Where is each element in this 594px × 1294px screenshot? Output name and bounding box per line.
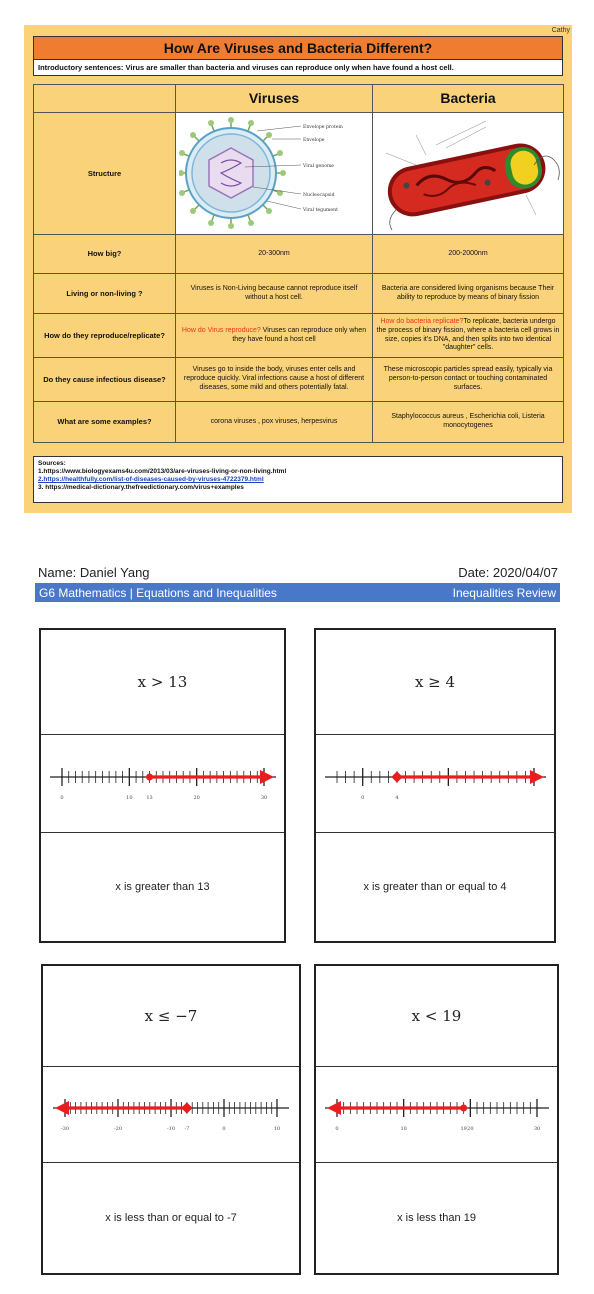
table-row [34, 358, 564, 402]
worksheet-date: Date: 2020/04/07 [458, 565, 558, 580]
source-link[interactable]: 3. https://medical-dictionary.thefreedictionary.com/virus+examples [38, 484, 244, 492]
row-label: What are some examples? [34, 402, 176, 443]
arrow-head [55, 1101, 69, 1115]
table-row [34, 402, 564, 443]
diagram-label: Viral tegument [303, 207, 338, 213]
course-header-bar [35, 583, 560, 602]
diagram-label: Envelope [303, 137, 325, 143]
tick-label: -30 [60, 1126, 70, 1132]
tick-label: 10 [399, 1126, 407, 1132]
row-label: How big? [34, 235, 176, 274]
bacteria-structure-cell [373, 113, 564, 235]
bacteria-cell: 200-2000nm [373, 235, 564, 274]
bacteria-question: How do bacteria replicate? [380, 318, 464, 325]
table-row [34, 274, 564, 314]
inequality-expression: x < 19 [411, 1007, 462, 1025]
virus-cell [176, 314, 373, 358]
tick-label: 10 [273, 1126, 281, 1132]
row-label: Living or non-living ? [34, 274, 176, 314]
virus-answer: Viruses can reproduce only when they have found a host cell [232, 326, 367, 343]
table-header-row [34, 85, 564, 113]
header-empty-cell [34, 85, 176, 113]
inequality-card [314, 628, 556, 943]
row-label: How do they reproduce/replicate? [34, 314, 176, 358]
tick-label: 10 [125, 795, 133, 801]
bacteria-cell: Staphylococcus aureus , Escherichia coli, Listeria monocytogenes [373, 402, 564, 443]
comparison-table [33, 84, 564, 443]
arrow-head [327, 1101, 341, 1115]
arrow-head [260, 770, 274, 784]
virus-cell: Viruses go to inside the body, viruses enter cells and reproduce quickly. Viral infections cause a host of different diseases, some mild and others potentially fatal. [176, 358, 373, 402]
number-line [48, 753, 278, 813]
inequality-description: x is less than or equal to -7 [105, 1211, 237, 1224]
intro-sentence: Introductory sentences: Virus are smaller than bacteria and viruses can reproduce only when have found a host cell. [33, 60, 563, 76]
tick-label: 0 [59, 795, 64, 801]
row-label: Do they cause infectious disease? [34, 358, 176, 402]
row-label: Structure [34, 113, 176, 235]
virus-bacteria-worksheet [24, 25, 572, 513]
source-link[interactable]: 2.https://healthfully.com/list-of-diseases-caused-by-viruses-4722379.html [38, 476, 264, 484]
author-name: Cathy [551, 27, 570, 34]
bacteria-cell: These microscopic particles spread easily, typically via person-to-person contact or touching contaminated surfaces. [373, 358, 564, 402]
bacteria-diagram-image [376, 115, 560, 233]
bacteria-cell: Bacteria are considered living organisms because Their ability to reproduce by means of binary fission [373, 274, 564, 314]
virus-diagram-image [179, 115, 369, 233]
source-link[interactable]: 1.https://www.biologyexams4u.com/2013/03/are-viruses-living-or-non-living.html [38, 468, 287, 476]
tick-label: 20 [466, 1126, 474, 1132]
inequality-description: x is less than 19 [397, 1211, 476, 1224]
tick-label: 4 [394, 795, 399, 801]
number-line [323, 753, 548, 813]
tick-label: 0 [222, 1126, 226, 1132]
endpoint-marker [460, 1105, 467, 1112]
sources-box [33, 456, 563, 503]
virus-cell: corona viruses , pox viruses, herpesvirus [176, 402, 373, 443]
inequalities-worksheet [0, 560, 594, 1280]
course-title: G6 Mathematics | Equations and Inequalities [39, 585, 277, 600]
sources-title: Sources: [38, 460, 66, 467]
arrow-head [530, 770, 544, 784]
tick-label: 0 [360, 795, 364, 801]
inequality-description: x is greater than 13 [115, 880, 210, 893]
inequality-expression: x ≥ 4 [414, 673, 456, 691]
diagram-label: Nucleocapsid [303, 192, 335, 198]
inequality-description: x is greater than or equal to 4 [363, 880, 507, 893]
tick-label: -20 [113, 1126, 123, 1132]
inequality-expression: x ≤ −7 [144, 1007, 198, 1025]
virus-structure-cell [176, 113, 373, 235]
virus-cell: 20-300nm [176, 235, 373, 274]
inequality-card [39, 628, 286, 943]
tick-label: 30 [533, 1126, 540, 1132]
bacteria-cell [373, 314, 564, 358]
endpoint-marker [146, 774, 153, 781]
endpoint-marker [181, 1102, 192, 1113]
tick-label: 0 [334, 1126, 339, 1132]
tick-label: 30 [260, 795, 267, 801]
student-name: Name: Daniel Yang [38, 565, 150, 580]
virus-question: How do Virus reproduce? [181, 326, 261, 334]
tick-label: 19 [459, 1126, 467, 1132]
inequality-card [314, 964, 559, 1275]
number-line [323, 1084, 551, 1144]
table-row [34, 113, 564, 235]
topic-title: Inequalities Review [452, 585, 556, 600]
diagram-label: Envelope protein [303, 124, 343, 130]
table-row [34, 314, 564, 358]
header-bacteria: Bacteria [373, 85, 564, 113]
worksheet-title: How Are Viruses and Bacteria Different? [33, 36, 563, 60]
inequality-card [41, 964, 301, 1275]
number-line [51, 1084, 291, 1144]
header-viruses: Viruses [176, 85, 373, 113]
tick-label: 20 [192, 795, 200, 801]
tick-label: -7 [184, 1126, 190, 1132]
table-row [34, 235, 564, 274]
tick-label: -10 [166, 1126, 176, 1132]
tick-label: 13 [145, 795, 153, 801]
diagram-label: Viral genome [303, 163, 335, 169]
virus-cell: Viruses is Non-Living because cannot reproduce itself without a host cell. [176, 274, 373, 314]
bacteria-answer: To replicate, bacteria undergo the process of binary fission, where a bacteria cell grows in size, copies it's DNA, and then splits into two identical "daughter" cells. [376, 318, 560, 352]
inequality-expression: x > 13 [137, 673, 188, 691]
endpoint-marker [391, 771, 402, 782]
